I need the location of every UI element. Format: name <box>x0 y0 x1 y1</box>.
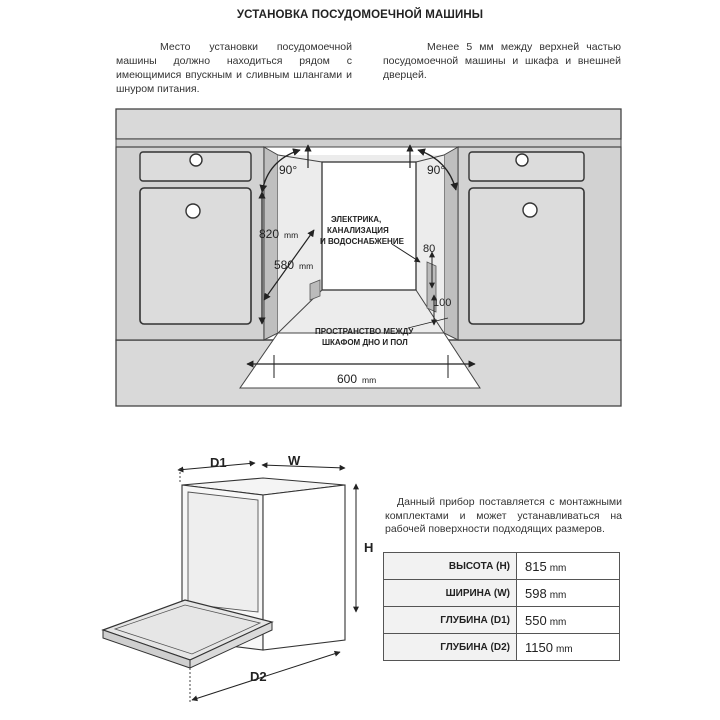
info-text: Данный прибор поставляется с монтажными комплектами и может устанавливаться на рабочей поверхности подходящих размеров. <box>385 496 622 535</box>
intro-right-text: Менее 5 мм между верхней частью посудомоечной машины и шкафа и внешней дверцей. <box>383 41 621 81</box>
d1-label: D1 <box>210 455 227 470</box>
floor-label-line1: ПРОСТРАНСТВО МЕЖДУ <box>315 327 414 336</box>
floor-label-line2: ШКАФОМ ДНО И ПОЛ <box>322 338 408 347</box>
table-row <box>384 607 620 634</box>
right-cabinet <box>444 147 621 340</box>
spec-value: 550 <box>525 612 547 628</box>
utilities-label-line1: ЭЛЕКТРИКА, <box>331 215 382 224</box>
gap-bottom-label: 100 <box>433 297 452 309</box>
table-row <box>384 580 620 607</box>
door-knob-icon <box>186 204 200 218</box>
countertop <box>116 109 621 147</box>
utilities-label-line3: И ВОДОСНАБЖЕНИЕ <box>320 237 404 246</box>
width-unit: mm <box>362 375 377 385</box>
drawer-knob-icon <box>516 154 528 166</box>
spec-label: ГЛУБИНА (D2) <box>384 634 517 661</box>
page-title: УСТАНОВКА ПОСУДОМОЕЧНОЙ МАШИНЫ <box>236 9 484 21</box>
height-value: 820 <box>259 227 280 241</box>
door-knob-icon <box>523 203 537 217</box>
spec-value: 598 <box>525 585 547 601</box>
spec-unit: mm <box>549 616 567 628</box>
specs-table <box>383 552 620 661</box>
d2-label: D2 <box>250 669 267 684</box>
utilities-label-line2: КАНАЛИЗАЦИЯ <box>327 226 389 235</box>
table-row <box>384 634 620 661</box>
h-label: H <box>364 540 374 555</box>
spec-unit: mm <box>549 562 567 574</box>
height-unit: mm <box>284 230 299 240</box>
spec-label: ГЛУБИНА (D1) <box>384 607 517 634</box>
gap-top-label: 80 <box>423 243 436 255</box>
table-row <box>384 553 620 580</box>
depth-value: 580 <box>274 258 295 272</box>
spec-label: ШИРИНА (W) <box>384 580 517 607</box>
angle-left-label: 90° <box>279 163 298 177</box>
spec-unit: mm <box>549 589 567 601</box>
intro-left-text: Место установки посудомоечной машины должно находиться рядом с имеющимися впускным и сливным шлангами и шнуром питания. <box>116 41 352 95</box>
spec-value: 1150 <box>525 639 553 655</box>
spec-unit: mm <box>555 643 573 655</box>
drawer-knob-icon <box>190 154 202 166</box>
left-cabinet <box>116 147 278 340</box>
width-value: 600 <box>337 372 358 386</box>
dishwasher-dimensions-diagram <box>103 453 373 702</box>
angle-right-label: 90° <box>427 163 446 177</box>
spec-value: 815 <box>525 558 547 574</box>
depth-unit: mm <box>299 261 314 271</box>
w-label: W <box>288 453 301 468</box>
spec-label: ВЫСОТА (H) <box>384 553 517 580</box>
